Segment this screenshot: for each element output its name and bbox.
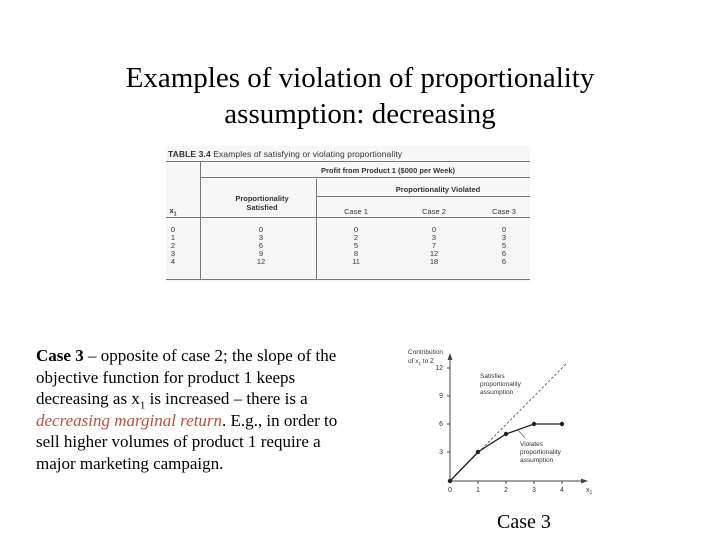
table-x-divider [200,161,201,279]
x-tick-label: 0 [448,487,452,494]
contribution-graph [398,342,598,502]
case1-value: 8 [353,249,359,258]
profit-header: Profit from Product 1 ($000 per Week) [320,166,456,175]
x-axis-label-var: x [586,487,590,494]
satisfies-label-line-2: proportionality [480,381,521,388]
y-axis-label-rest: to Z [421,358,435,365]
violated-rule [316,196,530,197]
case3-value: 6 [501,257,507,266]
case1-value: 2 [353,233,359,242]
satisfied-divider [316,179,317,279]
case1-value: 5 [353,241,359,250]
case2-value: 7 [431,241,437,250]
curve-point [532,422,536,426]
x-column [166,226,180,266]
x-axis-label-sub: 1 [589,490,593,496]
satisfied-value: 9 [258,249,264,258]
case3-value: 5 [501,241,507,250]
violates-label-line-1: Violates [520,441,544,448]
satisfied-column [216,226,306,266]
violates-label-line-3: assumption [520,457,554,464]
y-axis-arrow-icon [448,353,453,360]
violates-pointer [518,430,525,438]
y-axis-label-line-2 [408,358,434,366]
x-tick-label: 2 [504,487,508,494]
case3-value: 3 [501,233,507,242]
title-line-2: assumption: decreasing [224,98,496,130]
case1-column [326,226,386,266]
curve-point [476,450,480,454]
case3-column [480,226,528,266]
satisfied-header [214,194,310,212]
x-tick-label: 1 [476,487,480,494]
profit-rule [200,177,530,178]
case-text-part-2: is increased – there is a [145,389,308,408]
x-axis-arrow-icon [581,479,588,484]
satisfied-value: 12 [256,257,266,266]
case2-value: 0 [431,225,437,234]
table-bottom-rule [166,279,530,280]
satisfied-header-line-1: Proportionality [235,194,289,203]
y-axis-label-var: of x [408,358,419,365]
case-text-part-3: . E.g., in order to sell higher volumes of product 1 require a major marketing campaign. [36,410,338,473]
case2-value: 12 [429,249,439,258]
satisfies-label-line-3: assumption [480,389,514,396]
case1-value: 0 [353,225,359,234]
case-text-subscript: 1 [139,399,146,412]
case-text-part-1: – opposite of case 2; the slope of the objective function for product 1 keeps decreasing as x [36,346,337,408]
x-value: 2 [170,241,176,250]
table-caption-text: Examples of satisfying or violating proportionality [213,149,403,159]
y-tick-label: 3 [439,449,443,456]
case1-header: Case 1 [344,207,368,216]
slide-title [60,60,660,132]
case2-value: 3 [431,233,437,242]
graph-svg [398,342,598,502]
case2-header: Case 2 [422,207,446,216]
case2-value: 18 [429,257,439,266]
x-header-var: x [169,206,174,215]
y-axis-label-line-1: Contribution [408,349,444,356]
case-description [36,345,346,474]
table-top-rule [166,161,530,162]
satisfied-value: 6 [258,241,264,250]
x-value: 0 [170,225,176,234]
case2-column [404,226,464,266]
x-axis-label [586,487,593,496]
y-tick-label: 12 [435,365,443,372]
decreasing-marginal-return-term: decreasing marginal return [36,410,223,430]
satisfied-header-line-2: Satisfied [246,203,278,212]
y-tick-label: 9 [439,393,443,400]
x-header-sub: 1 [173,211,177,218]
case3-value: 0 [501,225,507,234]
satisfied-value: 0 [258,225,264,234]
x-header [166,206,180,218]
x-value: 4 [170,257,176,266]
y-tick-label: 6 [439,421,443,428]
proportionality-table [166,146,530,282]
title-line-1: Examples of violation of proportionality [125,62,595,94]
satisfies-label-line-1: Satisfies [480,373,505,380]
case3-header: Case 3 [492,207,516,216]
violates-label-line-2: proportionality [520,449,561,456]
x-value: 3 [170,249,176,258]
curve-point [448,479,452,483]
satisfied-value: 3 [258,233,264,242]
case-label: Case 3 [36,346,84,365]
table-caption-label: TABLE 3.4 [168,149,211,159]
x-tick-label: 3 [532,487,536,494]
curve-point [504,432,508,436]
case3-value: 6 [501,249,507,258]
case1-value: 11 [352,257,360,266]
header-bottom-rule [166,217,530,218]
table-caption [168,149,402,159]
x-tick-label: 4 [560,487,564,494]
violated-header: Proportionality Violated [395,185,481,194]
curve-point [560,422,564,426]
y-axis-label-sub: 1 [418,361,421,366]
x-value: 1 [170,233,176,242]
graph-case-label: Case 3 [497,511,551,533]
